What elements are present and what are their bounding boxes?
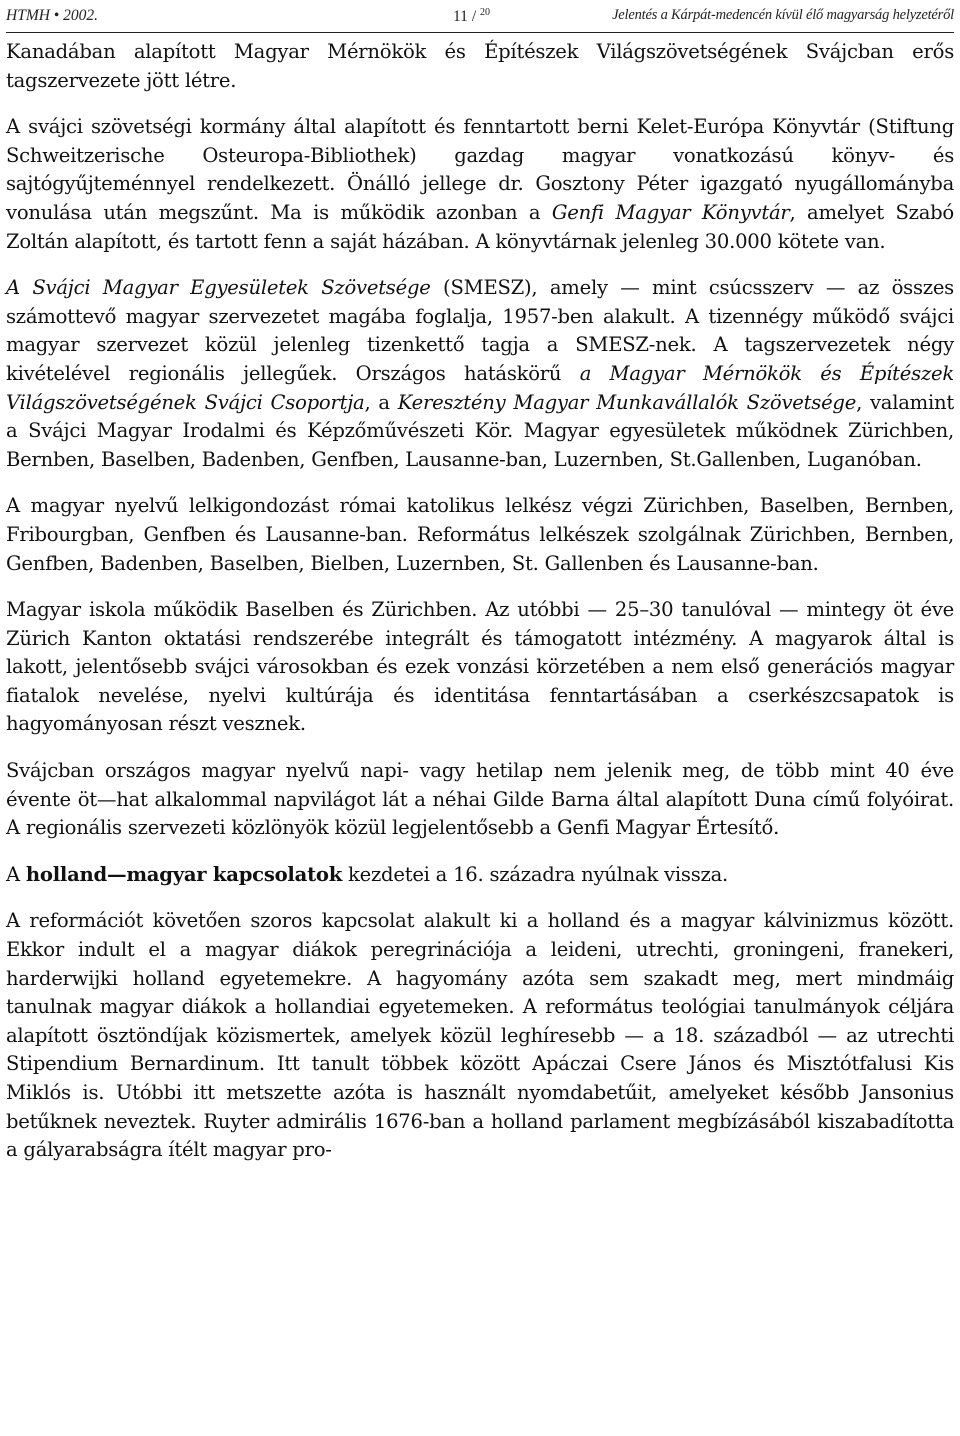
paragraph-7: A holland—magyar kapcsolatok kezdetei a 16. századra nyúlnak vissza.	[6, 862, 728, 886]
paragraph-2: A svájci szövetségi kormány által alapított és fenntartott berni Kelet-Európa Könyvtár (Stiftung Schweitzerische Osteuropa-Bibliothek) gazdag magyar vonatkozású könyv- és sajtógyűjteménnyel rendelkezett. Önálló jellege dr. Gosztony Péter igazgató nyugállományba vonulása után megszűnt. Ma is működik azonban a Genfi Magyar Könyvtár, amelyet Szabó Zoltán alapított, és tartott fenn a saját házában. A könyvtárnak jelenleg 30.000 kötete van.	[6, 115, 954, 253]
page-number: 11 / $^{20}$	[453, 7, 490, 26]
paragraph-8: A reformációt követően szoros kapcsolat alakult ki a holland és a magyar kálvinizmus között. Ekkor indult el a magyar diákok peregrinációja a leideni, utrechti, groningeni, franekeri, harderwijki holland egyetemekre. A hagyomány azóta sem szakadt meg, mert mindmáig tanulnak magyar diákok a hollandiai egyetemeken. A református teológiai tanulmányok céljára alapított ösztöndíjak közismertek, amelyek közül leghíresebb — a 18. századból — az utrechti Stipendium Bernardinum. Itt tanult többek között Apáczai Csere János és Misztótfalusi Kis Miklós is. Utóbbi itt metszette azóta is használt nyomdabetűit, amelyeket később Jansonius betűknek neveztek. Ruyter admirális 1676-ban a holland parlament megbízásából kiszabadította a gályarabságra ítélt magyar pro-	[6, 909, 954, 1162]
paragraph-3: A Svájci Magyar Egyesületek Szövetsége (SMESZ), amely — mint csúcsszerv — az összes számottevő magyar szervezetet magába foglalja, 1957-ben alakult. A tizennégy működő svájci magyar szervezet közül jelenleg tizenkettő tagja a SMESZ-nek. A tagszervezetek négy kivételével regionális jellegűek. Országos hatáskörű a Magyar Mérnökök és Építészek Világszövetségének Svájci Csoportja, a Keresztény Magyar Munkavállalók Szövetsége, valamint a Svájci Magyar Irodalmi és Képzőművészeti Kör. Magyar egyesületek működnek Zürichben, Bernben, Baselben, Badenben, Genfben, Lausanne-ban, Luzernben, St.Gallenben, Luganóban.	[6, 276, 955, 471]
paragraph-1: Kanadában alapított Magyar Mérnökök és Építészek Világszövetségének Svájcban erős tagszervezete jött létre.	[6, 40, 954, 92]
paragraph-6: Svájcban országos magyar nyelvű napi- vagy hetilap nem jelenik meg, de több mint 40 éve évente öt—hat alkalommal napvilágot lát a néhai Gilde Barna által alapított Duna című folyóirat. A regionális szervezeti közlönyök közül legjelentősebb a Genfi Magyar Értesítő.	[6, 759, 954, 840]
paragraph-5: Magyar iskola működik Baselben és Zürichben. Az utóbbi — 25–30 tanulóval — mintegy öt éve Zürich Kanton oktatási rendszerébe integrált és támogatott intézmény. A magyarok által is lakott, jelentősebb svájci városokban és ezek vonzási körzetében a nem első generációs magyar fiatalok nevelése, nyelvi kultúrája és identitása fenntartásában a cserkészcsapatok is hagyományosan részt vesznek.	[6, 598, 954, 736]
page-header	[6, 4, 954, 33]
report-title: Jelentés a Kárpát-medencén kívül élő magyarság helyzetéről	[612, 7, 954, 23]
document-body	[6, 38, 954, 1183]
paragraph-4: A magyar nyelvű lelkigondozást római katolikus lelkész végzi Zürichben, Baselben, Bernben, Fribourgban, Genfben és Lausanne-ban. Református lelkészek szolgálnak Zürichben, Bernben, Genfben, Badenben, Baselben, Bielben, Luzernben, St. Gallenben és Lausanne-ban.	[6, 494, 954, 575]
journal-label: HTMH • 2002.	[6, 7, 98, 24]
